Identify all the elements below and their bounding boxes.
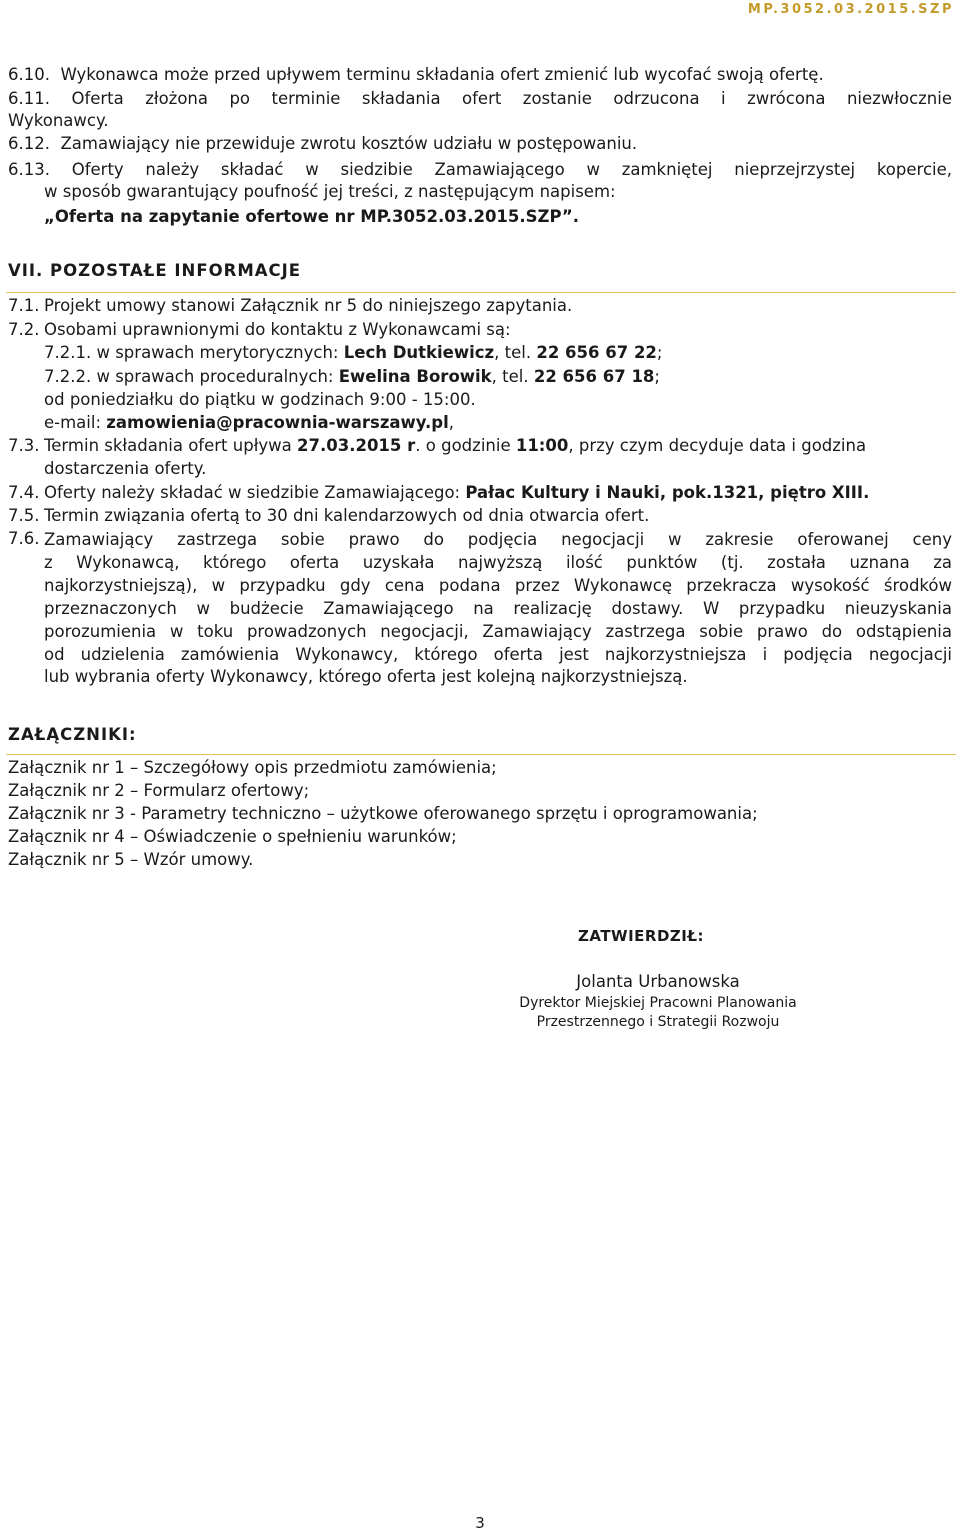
attachment-item: Załącznik nr 5 – Wzór umowy. bbox=[8, 850, 254, 869]
contact-substantive: 7.2.1. w sprawach merytorycznych: Lech Dutkiewicz, tel. 22 656 67 22; bbox=[44, 343, 663, 362]
item-7-6-line: od udzielenia zamówienia Wykonawcy, którego oferta jest najkorzystniejsza i podjęcia negocjacji bbox=[44, 645, 952, 664]
item-6-10: 6.10. Wykonawca może przed upływem terminu składania ofert zmienić lub wycofać swoją ofertę. bbox=[8, 65, 824, 84]
attachment-item: Załącznik nr 1 – Szczegółowy opis przedmiotu zamówienia; bbox=[8, 758, 497, 777]
item-7-6-line: Zamawiający zastrzega sobie prawo do podjęcia negocjacji w zakresie oferowanej ceny bbox=[44, 530, 952, 549]
signatory-role: Dyrektor Miejskiej Pracowni Planowania bbox=[519, 995, 797, 1011]
item-7-2: 7.2. Osobami uprawnionymi do kontaktu z Wykonawcami są: bbox=[8, 320, 511, 339]
item-6-12: 6.12. Zamawiający nie przewiduje zwrotu kosztów udziału w postępowaniu. bbox=[8, 134, 638, 153]
item-7-3: 7.3. Termin składania ofert upływa 27.03.2015 r. o godzinie 11:00, przy czym decyduje data i godzina bbox=[8, 436, 867, 455]
item-7-3-cont: dostarczenia oferty. bbox=[44, 459, 207, 478]
section-heading-vii: VII. POZOSTAŁE INFORMACJE bbox=[8, 261, 302, 280]
item-7-6-line: lub wybrania oferty Wykonawcy, którego oferta jest kolejną najkorzystniejszą. bbox=[44, 667, 688, 686]
attachments-heading: ZAŁĄCZNIKI: bbox=[8, 725, 137, 744]
item-7-1: 7.1. Projekt umowy stanowi Załącznik nr 5 do niniejszego zapytania. bbox=[8, 296, 573, 315]
item-7-4: 7.4. Oferty należy składać w siedzibie Zamawiającego: Pałac Kultury i Nauki, pok.1321, piętro XIII. bbox=[8, 483, 870, 502]
document-reference: MP.3052.03.2015.SZP bbox=[747, 2, 954, 17]
signatory-role: Przestrzennego i Strategii Rozwoju bbox=[536, 1014, 780, 1030]
section-rule bbox=[6, 292, 956, 293]
email-link[interactable]: zamowienia@pracownia-warszawy.pl bbox=[106, 413, 449, 432]
attachments-rule bbox=[6, 754, 956, 755]
contact-email: e-mail: zamowienia@pracownia-warszawy.pl, bbox=[44, 413, 455, 432]
item-7-5: 7.5. Termin związania ofertą to 30 dni kalendarzowych od dnia otwarcia ofert. bbox=[8, 506, 650, 525]
item-6-13: 6.13. Oferty należy składać w siedzibie Zamawiającego w zamkniętej nieprzejrzystej kopercie, bbox=[8, 160, 952, 179]
approved-label: ZATWIERDZIŁ: bbox=[578, 927, 705, 945]
item-7-6-line: porozumienia w toku prowadzonych negocjacji, Zamawiający zastrzega sobie prawo do odstąpienia bbox=[44, 622, 952, 641]
signatory-name: Jolanta Urbanowska bbox=[576, 972, 740, 991]
attachment-item: Załącznik nr 2 – Formularz ofertowy; bbox=[8, 781, 310, 800]
envelope-label: „Oferta na zapytanie ofertowe nr MP.3052.03.2015.SZP”. bbox=[44, 207, 580, 226]
item-7-6-num: 7.6. bbox=[8, 529, 40, 548]
item-7-6-line: z Wykonawcą, którego oferta uzyskała najwyższą ilość punktów (tj. została uznana za bbox=[44, 553, 952, 572]
item-7-6-line: przeznaczonych w budżecie Zamawiającego na realizację dostawy. W przypadku nieuzyskania bbox=[44, 599, 952, 618]
attachment-item: Załącznik nr 4 – Oświadczenie o spełnieniu warunków; bbox=[8, 827, 457, 846]
page-number: 3 bbox=[475, 1514, 485, 1532]
item-6-11: 6.11. Oferta złożona po terminie składania ofert zostanie odrzucona i zwrócona niezwłocznie bbox=[8, 89, 952, 108]
item-7-6-line: najkorzystniejszą), w przypadku gdy cena podana przez Wykonawcę przekracza wysokość środków bbox=[44, 576, 952, 595]
item-6-13-cont: w sposób gwarantujący poufność jej treści, z następującym napisem: bbox=[44, 182, 616, 201]
contact-procedural: 7.2.2. w sprawach proceduralnych: Ewelina Borowik, tel. 22 656 67 18; bbox=[44, 367, 660, 386]
attachment-item: Załącznik nr 3 - Parametry techniczno – użytkowe oferowanego sprzętu i oprogramowania; bbox=[8, 804, 758, 823]
contact-hours: od poniedziałku do piątku w godzinach 9:00 - 15:00. bbox=[44, 390, 476, 409]
item-6-11-cont: Wykonawcy. bbox=[8, 111, 109, 130]
